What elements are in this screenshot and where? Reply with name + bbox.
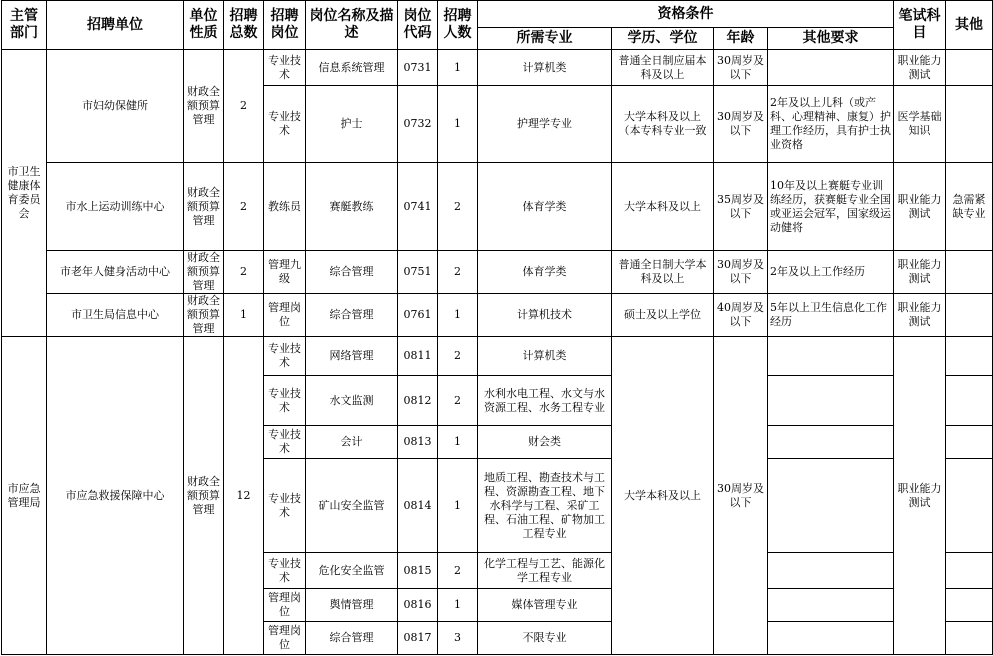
post-name-cell: 网络管理 [306,337,398,376]
post-cell: 管理岗位 [264,294,306,337]
unit-name-cell: 市老年人健身活动中心 [47,251,184,294]
post-name-cell: 赛艇教练 [306,163,398,251]
code-cell: 0761 [398,294,438,337]
other-cell [946,376,993,426]
count-cell: 1 [438,86,478,163]
age-cell: 30周岁及以下 [714,251,768,294]
exam-cell: 职业能力测试 [894,50,946,86]
header-major: 所需专业 [478,28,612,50]
post-cell: 教练员 [264,163,306,251]
other-req-cell [768,50,894,86]
post-cell: 管理岗位 [264,622,306,655]
dept-cell: 市应急管理局 [2,337,47,655]
header-post: 招聘岗位 [264,1,306,50]
major-cell: 化学工程与工艺、能源化学工程专业 [478,553,612,589]
count-cell: 2 [438,251,478,294]
count-cell: 3 [438,622,478,655]
code-cell: 0813 [398,426,438,459]
unit-total-cell: 2 [224,251,264,294]
other-req-cell [768,426,894,459]
other-cell [946,622,993,655]
other-req-cell: 10年及以上赛艇专业训练经历，获赛艇专业全国或亚运会冠军，国家级运动健将 [768,163,894,251]
exam-cell: 职业能力测试 [894,337,946,655]
other-cell [946,426,993,459]
post-cell: 专业技术 [264,553,306,589]
unit-nature-cell: 财政全额预算管理 [184,294,224,337]
major-cell: 财会类 [478,426,612,459]
code-cell: 0741 [398,163,438,251]
major-cell: 水利水电工程、水文与水资源工程、水务工程专业 [478,376,612,426]
post-name-cell: 综合管理 [306,622,398,655]
other-req-cell [768,589,894,622]
post-cell: 专业技术 [264,50,306,86]
table-row [2,251,993,294]
post-cell: 专业技术 [264,459,306,553]
post-name-cell: 危化安全监管 [306,553,398,589]
other-cell [946,294,993,337]
count-cell: 1 [438,50,478,86]
header-count: 招聘人数 [438,1,478,50]
major-cell: 护理学专业 [478,86,612,163]
header-unit: 招聘单位 [47,1,184,50]
major-cell: 体育学类 [478,163,612,251]
other-cell [946,86,993,163]
post-name-cell: 水文监测 [306,376,398,426]
exam-cell: 职业能力测试 [894,163,946,251]
major-cell: 地质工程、勘查技术与工程、资源勘查工程、地下水科学与工程、采矿工程、石油工程、矿物加工工程专业 [478,459,612,553]
major-cell: 媒体管理专业 [478,589,612,622]
post-name-cell: 矿山安全监管 [306,459,398,553]
major-cell: 计算机类 [478,50,612,86]
count-cell: 2 [438,553,478,589]
exam-cell: 医学基础知识 [894,86,946,163]
post-name-cell: 综合管理 [306,251,398,294]
header-exam: 笔试科目 [894,1,946,50]
other-cell [946,50,993,86]
post-name-cell: 护士 [306,86,398,163]
other-cell [946,553,993,589]
other-cell [946,251,993,294]
age-cell: 30周岁及以下 [714,337,768,655]
count-cell: 1 [438,459,478,553]
unit-total-cell: 2 [224,163,264,251]
other-req-cell: 2年及以上儿科（或产科、心理精神、康复）护理工作经历，具有护士执业资格 [768,86,894,163]
count-cell: 2 [438,163,478,251]
recruitment-table [1,0,993,655]
header-dept: 主管部门 [2,1,47,50]
other-req-cell [768,376,894,426]
code-cell: 0811 [398,337,438,376]
age-cell: 40周岁及以下 [714,294,768,337]
other-req-cell [768,622,894,655]
other-req-cell: 5年以上卫生信息化工作经历 [768,294,894,337]
degree-cell: 大学本科及以上（本专科专业一致 [612,86,714,163]
major-cell: 计算机技术 [478,294,612,337]
age-cell: 30周岁及以下 [714,50,768,86]
code-cell: 0816 [398,589,438,622]
unit-total-cell: 2 [224,50,264,163]
header-post-name: 岗位名称及描述 [306,1,398,50]
unit-total-cell: 12 [224,337,264,655]
unit-name-cell: 市妇幼保健所 [47,50,184,163]
code-cell: 0817 [398,622,438,655]
header-row-1 [2,1,993,28]
header-nature: 单位性质 [184,1,224,50]
other-req-cell [768,337,894,376]
degree-cell: 大学本科及以上 [612,163,714,251]
post-name-cell: 舆情管理 [306,589,398,622]
code-cell: 0815 [398,553,438,589]
table-row [2,50,993,86]
post-name-cell: 会计 [306,426,398,459]
header-total: 招聘总数 [224,1,264,50]
other-cell [946,337,993,376]
dept-cell: 市卫生健康体育委员会 [2,50,47,337]
major-cell: 不限专业 [478,622,612,655]
degree-cell: 普通全日制大学本科及以上 [612,251,714,294]
header-age: 年龄 [714,28,768,50]
count-cell: 1 [438,426,478,459]
unit-nature-cell: 财政全额预算管理 [184,337,224,655]
code-cell: 0732 [398,86,438,163]
unit-nature-cell: 财政全额预算管理 [184,163,224,251]
count-cell: 1 [438,294,478,337]
major-cell: 体育学类 [478,251,612,294]
degree-cell: 普通全日制应届本科及以上 [612,50,714,86]
code-cell: 0731 [398,50,438,86]
other-cell [946,459,993,553]
post-cell: 专业技术 [264,376,306,426]
header-degree: 学历、学位 [612,28,714,50]
unit-nature-cell: 财政全额预算管理 [184,251,224,294]
unit-nature-cell: 财政全额预算管理 [184,50,224,163]
table-row [2,294,993,337]
post-cell: 管理岗位 [264,589,306,622]
table-row [2,337,993,376]
post-cell: 专业技术 [264,337,306,376]
other-req-cell: 2年及以上工作经历 [768,251,894,294]
age-cell: 30周岁及以下 [714,86,768,163]
other-req-cell [768,459,894,553]
code-cell: 0814 [398,459,438,553]
header-other: 其他 [946,1,993,50]
unit-name-cell: 市卫生局信息中心 [47,294,184,337]
major-cell: 计算机类 [478,337,612,376]
exam-cell: 职业能力测试 [894,294,946,337]
other-cell [946,589,993,622]
unit-name-cell: 市应急救援保障中心 [47,337,184,655]
post-name-cell: 综合管理 [306,294,398,337]
unit-name-cell: 市水上运动训练中心 [47,163,184,251]
unit-total-cell: 1 [224,294,264,337]
header-other-req: 其他要求 [768,28,894,50]
degree-cell: 硕士及以上学位 [612,294,714,337]
table-row [2,163,993,251]
count-cell: 1 [438,589,478,622]
degree-cell: 大学本科及以上 [612,337,714,655]
post-cell: 专业技术 [264,426,306,459]
post-cell: 管理九级 [264,251,306,294]
header-qualification: 资格条件 [478,1,894,28]
other-cell: 急需紧缺专业 [946,163,993,251]
post-cell: 专业技术 [264,86,306,163]
count-cell: 2 [438,376,478,426]
code-cell: 0812 [398,376,438,426]
post-name-cell: 信息系统管理 [306,50,398,86]
other-req-cell [768,553,894,589]
age-cell: 35周岁及以下 [714,163,768,251]
code-cell: 0751 [398,251,438,294]
header-code: 岗位代码 [398,1,438,50]
exam-cell: 职业能力测试 [894,251,946,294]
count-cell: 2 [438,337,478,376]
